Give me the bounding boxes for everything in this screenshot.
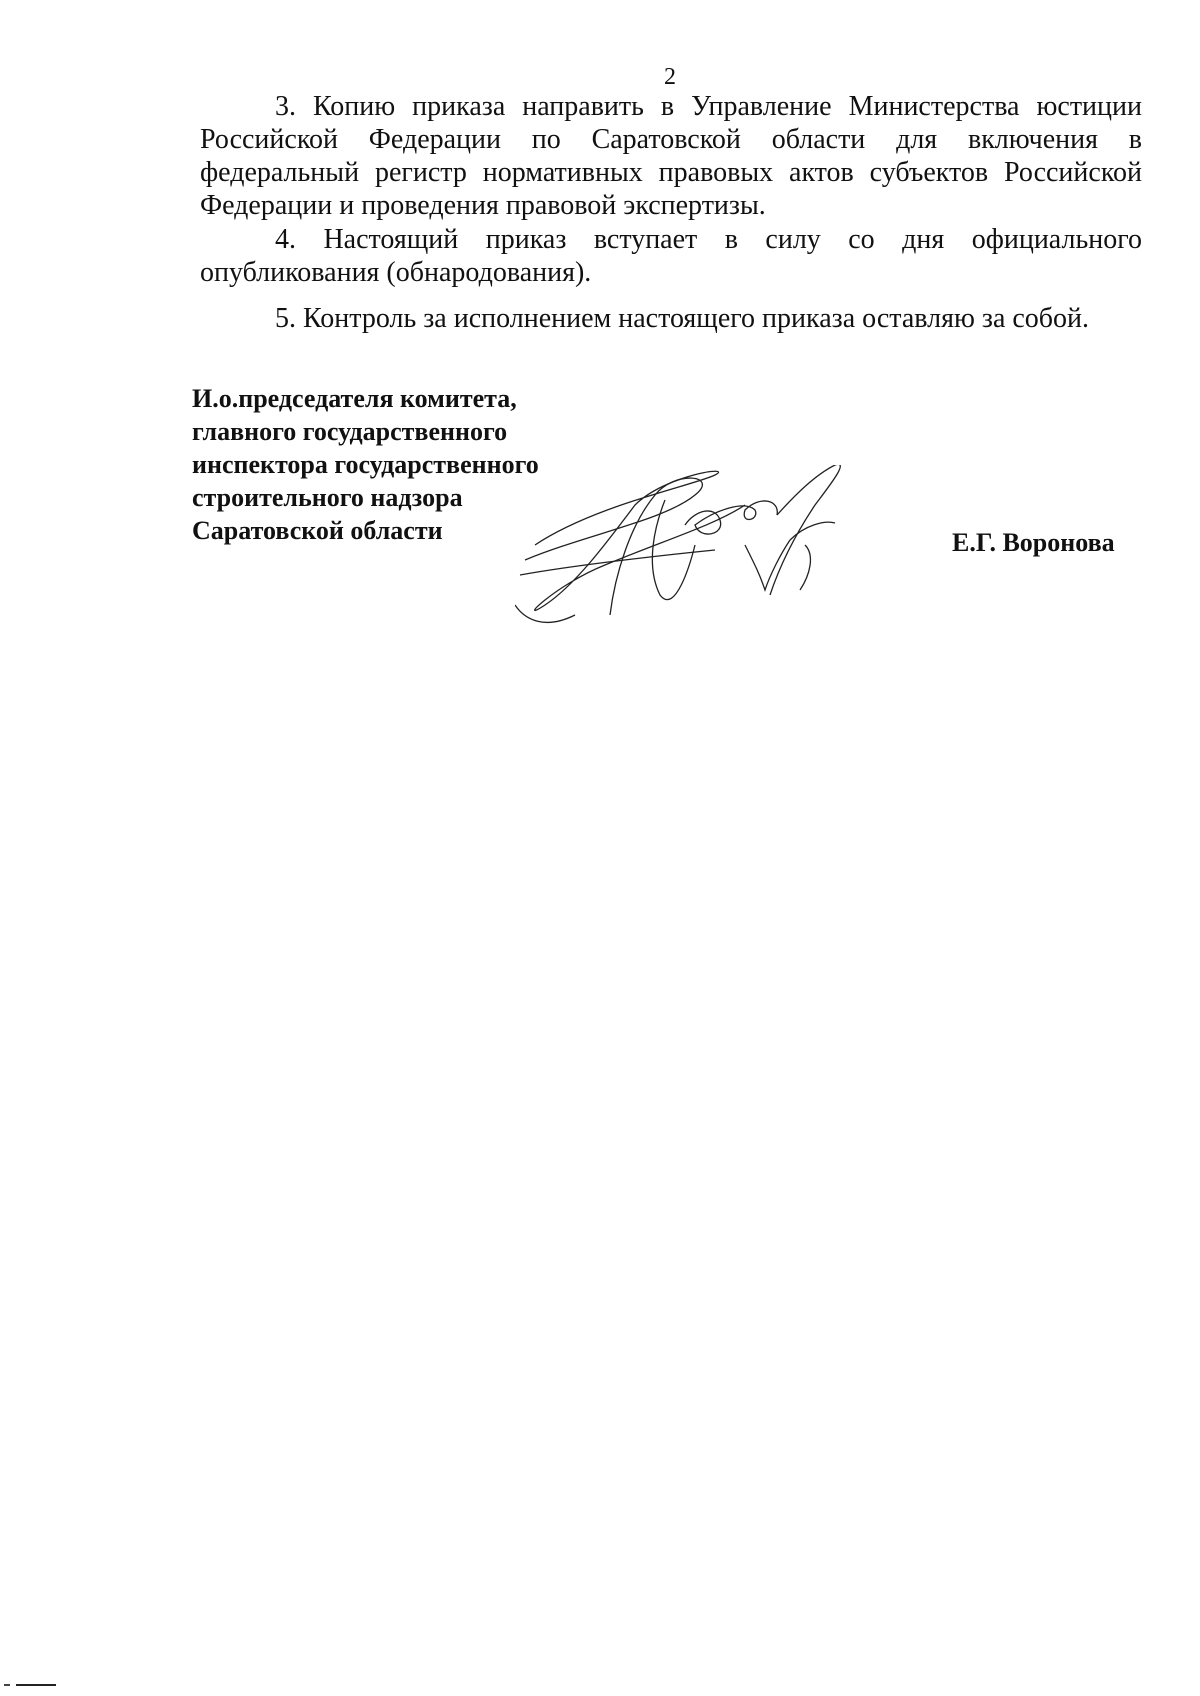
paragraph-line: 3. Копию приказа направить в Управление Министерства юстиции xyxy=(275,91,1142,122)
paragraph-line: 4. Настоящий приказ вступает в силу со дня официального xyxy=(275,224,1142,255)
paragraph-line: опубликования (обнародования). xyxy=(200,257,592,288)
signatory-title xyxy=(192,382,539,547)
paragraph-3 xyxy=(200,90,1142,222)
signatory-title-line: главного государственного xyxy=(192,417,508,446)
signatory-title-line: строительного надзора xyxy=(192,483,463,512)
page-number: 2 xyxy=(664,64,676,90)
signer-name: Е.Г. Воронова xyxy=(952,528,1115,557)
paragraph-line: Российской Федерации по Саратовской области для включения в xyxy=(200,124,1142,155)
handwritten-signature xyxy=(515,465,905,630)
scan-artifact xyxy=(4,1684,10,1686)
signatory-title-line: Саратовской области xyxy=(192,516,443,545)
paragraph-line: 5. Контроль за исполнением настоящего приказа оставляю за собой. xyxy=(275,303,1090,334)
paragraph-line: федеральный регистр нормативных правовых актов субъектов Российской xyxy=(200,157,1142,188)
signatory-title-line: И.о.председателя комитета, xyxy=(192,384,517,413)
scan-artifact xyxy=(16,1684,56,1686)
signatory-title-line: инспектора государственного xyxy=(192,450,539,479)
paragraph-line: Федерации и проведения правовой экспертизы. xyxy=(200,190,766,221)
paragraph-4 xyxy=(200,223,1142,289)
paragraph-5 xyxy=(200,302,1142,335)
